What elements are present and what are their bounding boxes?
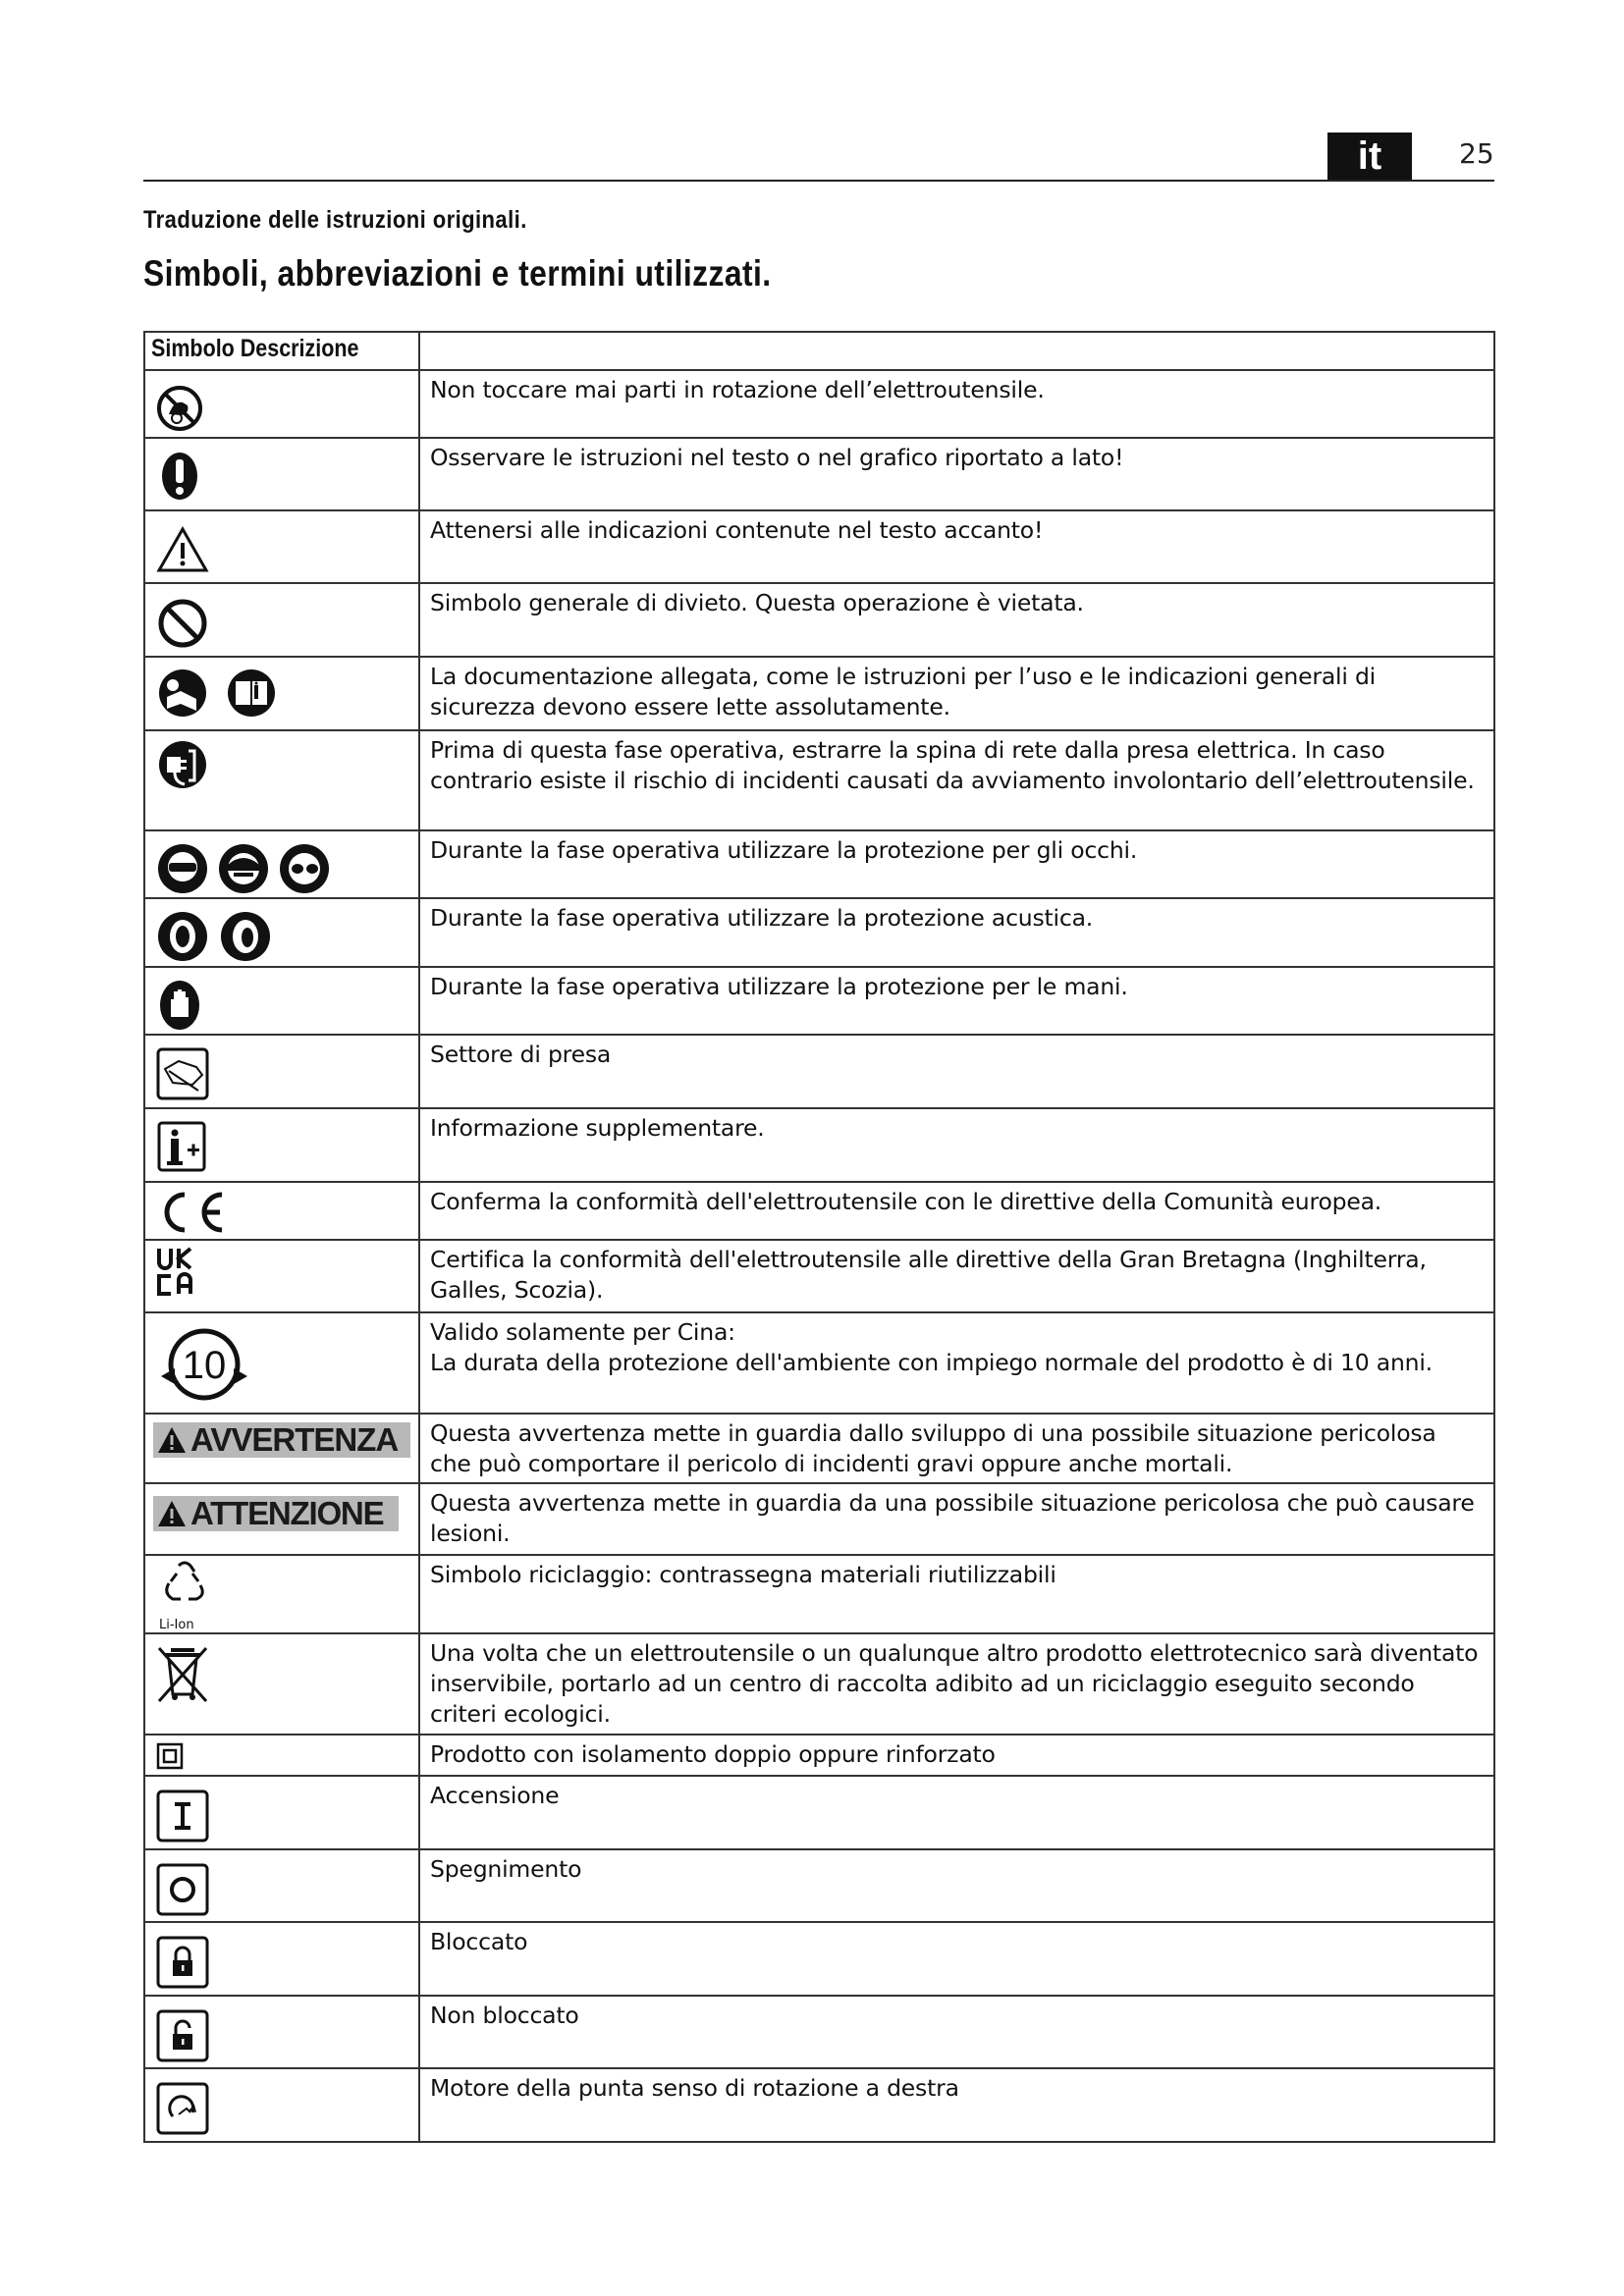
row-description: Informazione supplementare. <box>419 1108 1494 1182</box>
row-description: Durante la fase operativa utilizzare la protezione acustica. <box>419 898 1494 967</box>
table-row <box>144 1240 1494 1312</box>
row-description: Motore della punta senso di rotazione a destra <box>419 2068 1494 2142</box>
power-on-icon <box>155 1789 210 1843</box>
table-row <box>144 1735 1494 1776</box>
table-header-row <box>144 332 1494 370</box>
row-description: Una volta che un elettroutensile o un qualunque altro prodotto elettrotecnico sarà diventato inservibile, portarlo ad un centro di raccolta adibito ad un riciclaggio eseguito secondo criteri ecologici. <box>419 1633 1494 1735</box>
row-description: Osservare le istruzioni nel testo o nel grafico riportato a lato! <box>419 438 1494 510</box>
page-number: 25 <box>1459 137 1494 170</box>
row-description: Bloccato <box>419 1922 1494 1996</box>
clockwise-rotation-icon <box>155 2081 210 2136</box>
table-row <box>144 583 1494 657</box>
hand-protection-icon <box>155 974 204 1033</box>
table-row <box>144 730 1494 830</box>
row-description: Valido solamente per Cina: La durata della protezione dell'ambiente con impiego normale del prodotto è di 10 anni. <box>419 1312 1494 1414</box>
table-header-cell: Simbolo Descrizione <box>144 332 419 370</box>
table-row <box>144 898 1494 967</box>
ce-mark-icon <box>153 1185 232 1238</box>
table-row <box>144 657 1494 730</box>
avvertenza-label: AVVERTENZA <box>153 1422 410 1458</box>
language-badge: it <box>1327 133 1412 180</box>
page-title: Simboli, abbreviazioni e termini utilizzati. <box>143 253 772 294</box>
header-divider <box>143 180 1494 182</box>
table-row <box>144 1108 1494 1182</box>
table-row <box>144 1922 1494 1996</box>
table-row <box>144 967 1494 1035</box>
table-row <box>144 1483 1494 1555</box>
row-description: Attenersi alle indicazioni contenute nel testo accanto! <box>419 510 1494 583</box>
row-description: Prodotto con isolamento doppio oppure rinforzato <box>419 1735 1494 1776</box>
svg-text:Li-Ion: Li-Ion <box>159 1618 194 1632</box>
table-row <box>144 1555 1494 1633</box>
row-description: Durante la fase operativa utilizzare la protezione per gli occhi. <box>419 830 1494 898</box>
row-description: Accensione <box>419 1776 1494 1849</box>
unlocked-icon <box>155 2008 210 2063</box>
table-row <box>144 1182 1494 1240</box>
row-description: Durante la fase operativa utilizzare la protezione per le mani. <box>419 967 1494 1035</box>
table-row <box>144 1035 1494 1108</box>
attenzione-label: ATTENZIONE <box>153 1496 399 1531</box>
symbols-table <box>143 331 1495 2143</box>
row-description: Spegnimento <box>419 1849 1494 1922</box>
grip-area-icon <box>155 1041 210 1100</box>
table-row <box>144 830 1494 898</box>
row-description: Prima di questa fase operativa, estrarre la spina di rete dalla presa elettrica. In caso contrario esiste il rischio di incidenti causati da avviamento involontario dell’elettroutensile. <box>419 730 1494 830</box>
table-row <box>144 1633 1494 1735</box>
row-description: Simbolo generale di divieto. Questa operazione è vietata. <box>419 583 1494 657</box>
no-touch-rotating-icon <box>155 377 204 436</box>
weee-bin-icon <box>155 1644 210 1705</box>
row-description: Settore di presa <box>419 1035 1494 1108</box>
table-row <box>144 438 1494 510</box>
row-description: Non toccare mai parti in rotazione dell’elettroutensile. <box>419 370 1494 438</box>
read-manual-icons <box>155 664 283 722</box>
power-off-icon <box>155 1862 210 1917</box>
row-description: Conferma la conformità dell'elettroutensile con le direttive della Comunità europea. <box>419 1182 1494 1240</box>
document-subtitle: Traduzione delle istruzioni originali. <box>143 206 527 234</box>
china-10-years-icon <box>155 1319 253 1410</box>
row-description: Questa avvertenza mette in guardia da una possibile situazione pericolosa che può causare lesioni. <box>419 1483 1494 1555</box>
row-description: Questa avvertenza mette in guardia dallo sviluppo di una possibile situazione pericolosa che può comportare il pericolo di incidenti gravi oppure anche mortali. <box>419 1414 1494 1483</box>
row-description: La documentazione allegata, come le istruzioni per l’uso e le indicazioni generali di sicurezza devono essere lette assolutamente. <box>419 657 1494 730</box>
table-row <box>144 2068 1494 2142</box>
double-insulation-icon <box>155 1741 185 1771</box>
ear-protection-icons <box>155 905 283 964</box>
unplug-icon <box>155 737 210 796</box>
table-row <box>144 1996 1494 2068</box>
row-description: Non bloccato <box>419 1996 1494 2068</box>
warning-triangle-icon <box>155 517 210 576</box>
exclamation-mandatory-icon <box>155 445 204 504</box>
table-row <box>144 370 1494 438</box>
row-description: Simbolo riciclaggio: contrassegna materiali riutilizzabili <box>419 1555 1494 1633</box>
table-row <box>144 1849 1494 1922</box>
table-row <box>144 1776 1494 1849</box>
table-row <box>144 1312 1494 1414</box>
svg-text:10: 10 <box>182 1344 227 1387</box>
row-description: Certifica la conformità dell'elettroutensile alle direttive della Gran Bretagna (Inghilterra, Galles, Scozia). <box>419 1240 1494 1312</box>
table-row <box>144 510 1494 583</box>
ukca-mark-icon <box>155 1245 210 1300</box>
eye-protection-icons <box>155 837 342 896</box>
info-plus-icon <box>155 1115 210 1174</box>
prohibition-icon <box>155 590 210 649</box>
table-row <box>144 1414 1494 1483</box>
locked-icon <box>155 1935 210 1990</box>
li-ion-recycle-icon <box>155 1558 214 1632</box>
